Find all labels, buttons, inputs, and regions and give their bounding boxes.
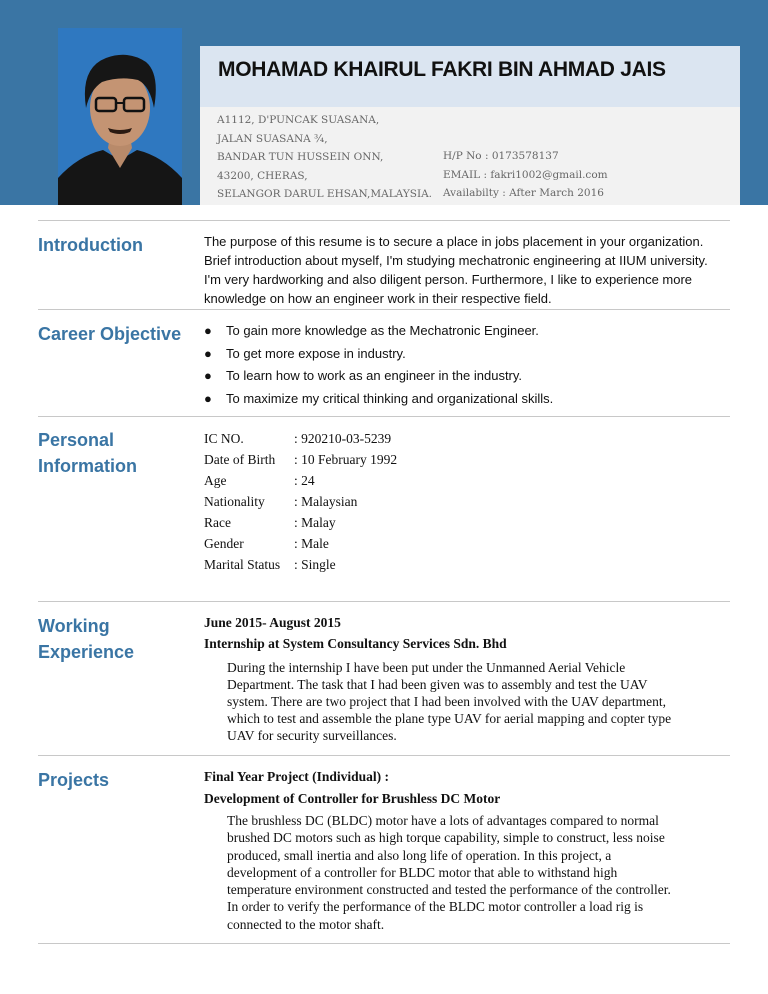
project-description: The brushless DC (BLDC) motor have a lots of advantages compared to normal brushed DC motors such as high torque capability, simple to construct, less noise produced, small inertia and also long life of operation. In this project, a development of a controller for BLDC motor that able to withstand high temperature environment constructed and tested the performance of the controller. In order to verify the performance of the BLDC motor controller a load rig is connected to the motor shaft.	[227, 813, 671, 932]
working-experience-heading: Working Experience	[38, 616, 135, 662]
table-row: Gender : Male	[204, 536, 329, 551]
intro-line: Brief introduction about myself, I'm studying mechatronic engineering at IIUM university.	[204, 253, 708, 268]
table-row: Nationality : Malaysian	[204, 494, 358, 509]
intro-line: knowledge on how an engineer work in their respective field.	[204, 291, 552, 306]
work-period: June 2015- August 2015	[204, 615, 341, 630]
introduction-text	[204, 232, 730, 308]
table-row: IC NO. : 920210-03-5239	[204, 431, 392, 446]
bullet-icon: ●	[204, 368, 212, 383]
project-title: Final Year Project (Individual) :	[204, 769, 389, 784]
list-item: ● To get more expose in industry.	[204, 343, 730, 366]
divider	[38, 601, 730, 602]
divider	[38, 220, 730, 221]
intro-line: I'm very hardworking and also diligent person. Furthermore, I like to experience more	[204, 272, 693, 287]
work-description: During the internship I have been put under the Unmanned Aerial Vehicle Department. The task that I had been given was to assembly and test the UAV system. There are two project that I had been involved with the UAV department, which to test and assemble the plane type UAV for aerial mapping and copter type UAV for security surveillances.	[227, 660, 672, 743]
bullet-icon: ●	[204, 345, 212, 361]
contact-box	[200, 107, 740, 205]
divider	[38, 416, 730, 417]
table-row: Race : Malay	[204, 515, 336, 530]
table-row: Age : 24	[204, 473, 315, 488]
intro-line: The purpose of this resume is to secure a place in jobs placement in your organization.	[204, 234, 704, 249]
divider	[38, 309, 730, 310]
bullet-icon: ●	[204, 390, 212, 406]
work-position: Internship at System Consultancy Services Sdn. Bhd	[204, 636, 507, 651]
table-row: Marital Status : Single	[204, 557, 336, 572]
profile-photo	[58, 28, 182, 205]
list-item: ● To maximize my critical thinking and organizational skills.	[204, 388, 730, 411]
email-address: EMAIL : fakri1002@gmail.com	[443, 168, 608, 181]
candidate-name: MOHAMAD KHAIRUL FAKRI BIN AHMAD JAIS	[218, 58, 666, 81]
contact-details	[443, 147, 608, 203]
divider	[38, 755, 730, 756]
list-item: ● To learn how to work as an engineer in the industry.	[204, 365, 730, 388]
bullet-icon: ●	[204, 323, 212, 338]
list-item: ● To gain more knowledge as the Mechatronic Engineer.	[204, 320, 730, 343]
address-line: JALAN SUASANA ¾,	[217, 132, 328, 145]
table-row: Date of Birth : 10 February 1992	[204, 452, 398, 467]
project-subtitle: Development of Controller for Brushless DC Motor	[204, 791, 501, 806]
address-line: 43200, CHERAS,	[217, 169, 308, 182]
availability: Availabilty : After March 2016	[443, 187, 604, 199]
career-objective-heading: Career Objective	[38, 324, 182, 344]
divider	[38, 943, 730, 944]
personal-information-table	[204, 428, 397, 575]
personal-information-heading: Personal Information	[38, 430, 137, 476]
projects-heading: Projects	[38, 770, 110, 790]
phone-number: H/P No : 0173578137	[443, 150, 559, 162]
address-line: BANDAR TUN HUSSEIN ONN,	[217, 151, 384, 163]
address-line: A1112, D'PUNCAK SUASANA,	[217, 114, 380, 126]
career-objective-list	[204, 320, 730, 410]
introduction-heading: Introduction	[38, 235, 143, 255]
address-block	[217, 111, 432, 204]
name-box	[200, 46, 740, 107]
address-line: SELANGOR DARUL EHSAN,MALAYSIA.	[217, 188, 433, 200]
